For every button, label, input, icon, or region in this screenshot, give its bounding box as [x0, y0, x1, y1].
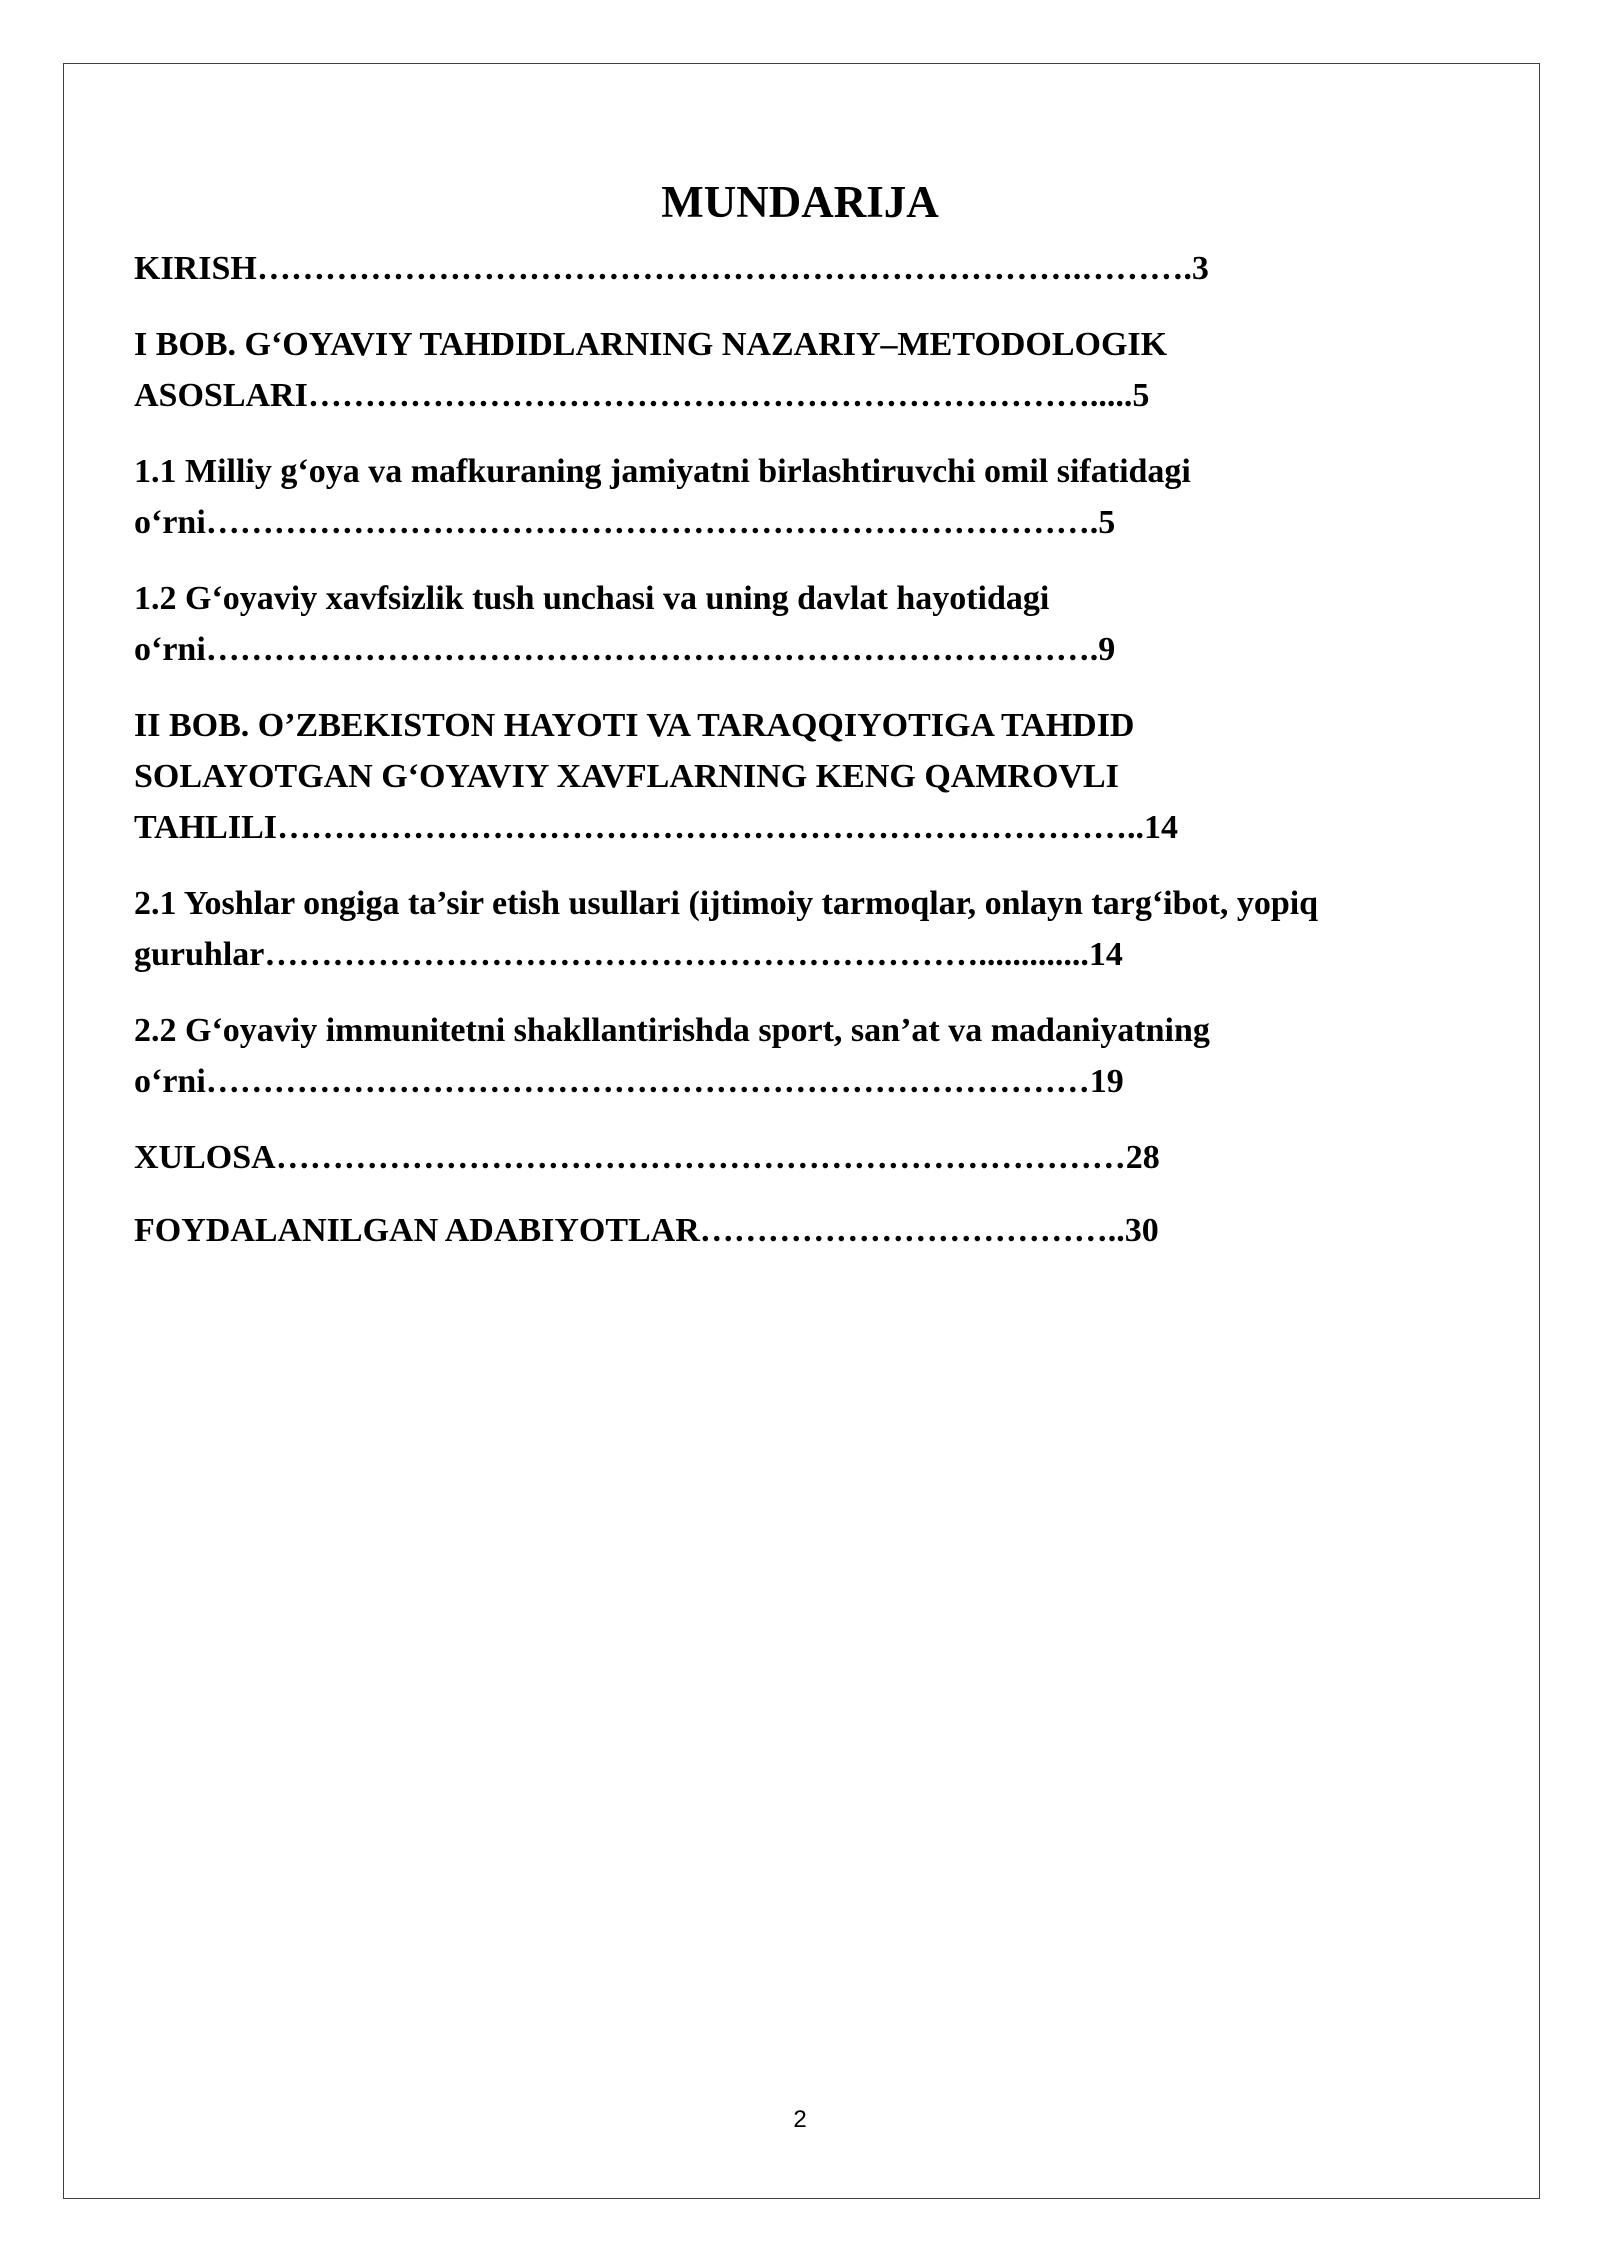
toc-entry-section-2-2: 2.2 G‘oyaviy immunitetni shakllantirishda sport, san’at va madaniyatning o‘rni……………………………………………………………………19	[134, 1012, 1210, 1100]
toc-title: MUNDARIJA	[661, 177, 939, 228]
toc-entry-kirish: KIRISH……………………………………………………………….……….3	[134, 250, 1209, 287]
table-of-contents	[134, 243, 1474, 1256]
toc-entry-xulosa: XULOSA…………………………………………………………………28	[134, 1139, 1160, 1176]
toc-entry-section-1-1: 1.1 Milliy g‘oya va mafkuraning jamiyatni birlashtiruvchi omil sifatidagi o‘rni…………………………………………………………………….5	[134, 453, 1191, 541]
toc-entry-chapter-2: II BOB. O’ZBEKISTON HAYOTI VA TARAQQIYOTIGA TAHDID SOLAYOTGAN G‘OYAVIY XAVFLARNING KENG QAMROVLI TAHLILI…………………………………………………………………..14	[134, 707, 1178, 846]
toc-entry-chapter-1: I BOB. G‘OYAVIY TAHDIDLARNING NAZARIY–METODOLOGIK ASOSLARI…………………………………………………………….....5	[134, 326, 1168, 414]
toc-entry-references: FOYDALANILGAN ADABIYOTLAR………………………………..30	[134, 1212, 1159, 1249]
toc-entry-section-2-1: 2.1 Yoshlar ongiga ta’sir etish usullari (ijtimoiy tarmoqlar, onlayn targ‘ibot, yopiq guruhlar……………………………………………………….............14	[134, 885, 1319, 973]
page-number: 2	[793, 2106, 807, 2133]
toc-entry-section-1-2: 1.2 G‘oyaviy xavfsizlik tush unchasi va uning davlat hayotidagi o‘rni…………………………………………………………………….9	[134, 580, 1116, 668]
